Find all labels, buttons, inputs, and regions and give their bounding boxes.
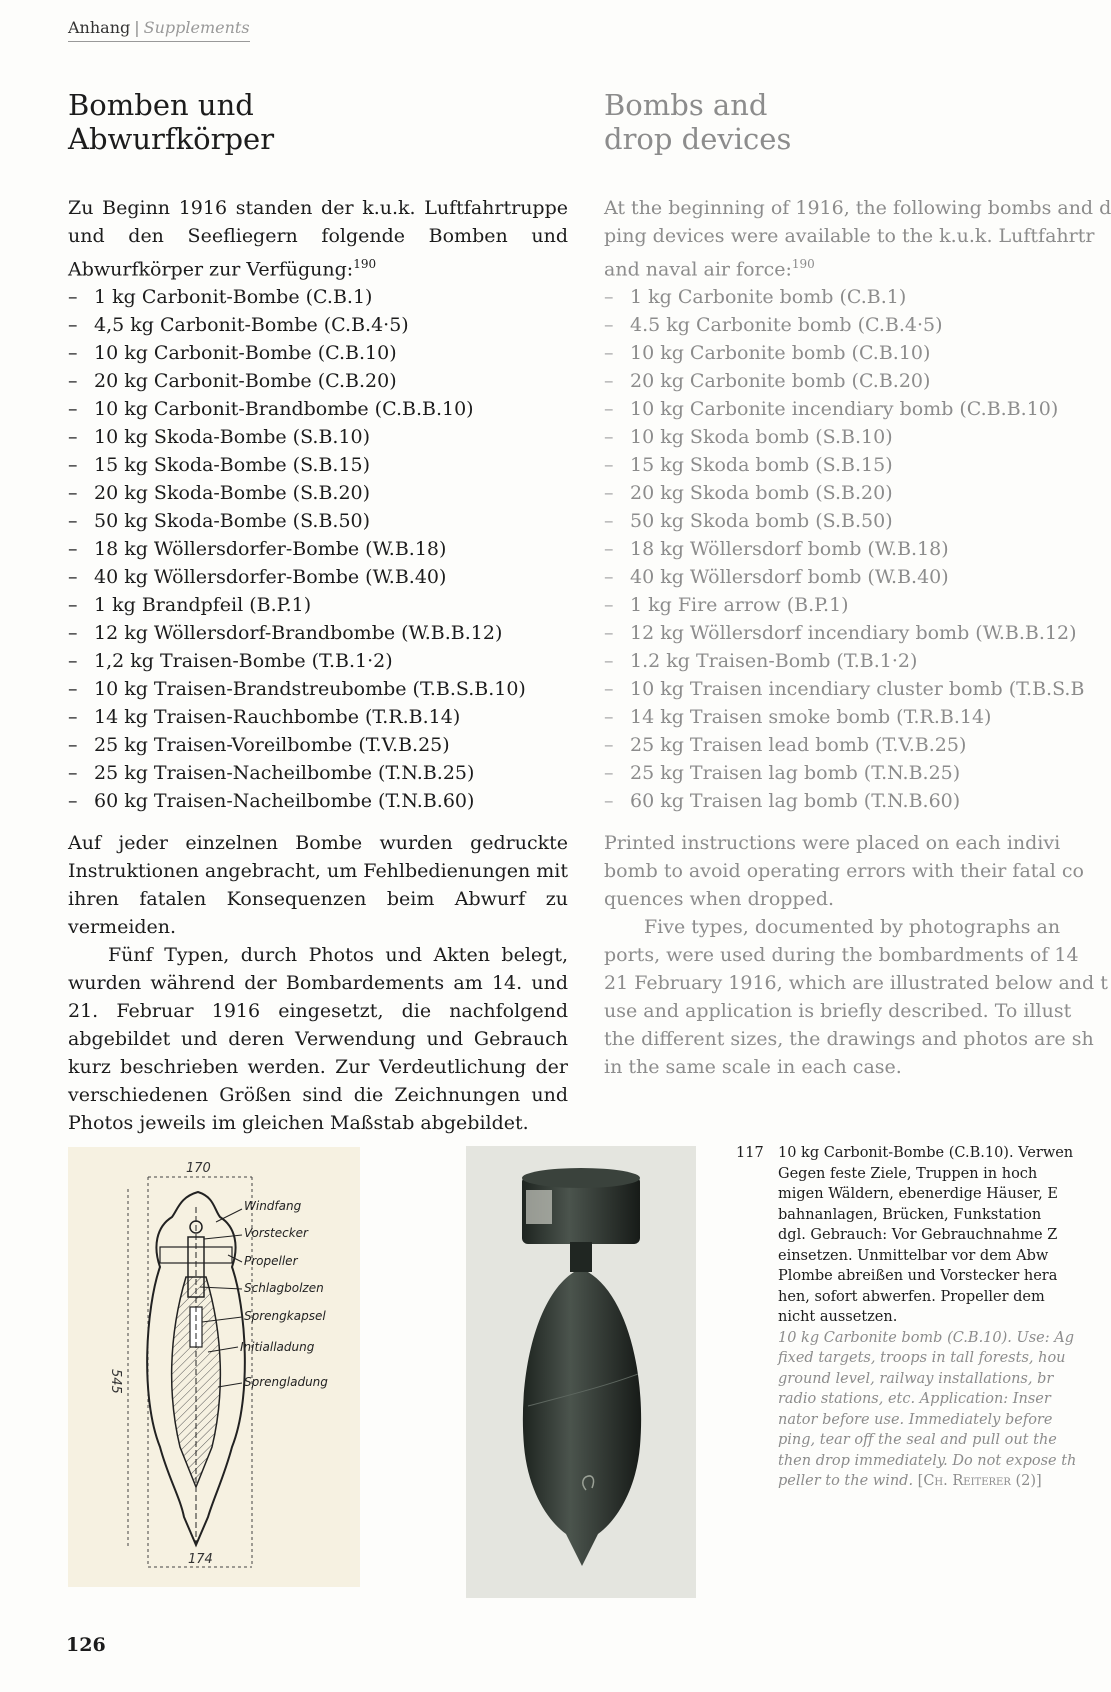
bomb-technical-drawing [68, 1147, 360, 1587]
bomb-list-item: – 25 kg Traisen lead bomb (T.V.B.25) [604, 731, 1064, 759]
text-line: Five types, documented by photographs an [644, 916, 1061, 939]
bomb-list-item: – 40 kg Wöllersdorfer-Bombe (W.B.40) [68, 563, 568, 591]
bomb-list-item: – 1 kg Fire arrow (B.P.1) [604, 591, 1064, 619]
german-column [68, 88, 568, 1137]
dim-height: 545 [108, 1369, 123, 1394]
text-line: Printed instructions were placed on each indivi [604, 832, 1061, 855]
bomb-list-item: – 15 kg Skoda-Bombe (S.B.15) [68, 451, 568, 479]
bomb-list-item: – 20 kg Carbonit-Bombe (C.B.20) [68, 367, 568, 395]
bomb-list-item: – 40 kg Wöllersdorf bomb (W.B.40) [604, 563, 1064, 591]
bomb-list-item: – 25 kg Traisen-Nacheilbombe (T.N.B.25) [68, 759, 568, 787]
text-line: and naval air force:$^{190}$ [604, 257, 815, 281]
label-sprengladung: Sprengladung [244, 1375, 328, 1389]
header-separator: | [134, 18, 140, 37]
bomb-list-item: – 20 kg Skoda bomb (S.B.20) [604, 479, 1064, 507]
caption-german [778, 1143, 1074, 1328]
caption-line: then drop immediately. Do not expose th [778, 1452, 1077, 1469]
bomb-list-item: – 1 kg Brandpfeil (B.P.1) [68, 591, 568, 619]
caption-line: 10 kg Carbonite bomb (C.B.10). Use: Ag [778, 1329, 1074, 1346]
caption-line: hen, sofort abwerfen. Propeller dem [778, 1288, 1045, 1305]
section-de: Anhang [68, 18, 131, 37]
bomb-list-item: – 14 kg Traisen-Rauchbombe (T.R.B.14) [68, 703, 568, 731]
text-line: ports, were used during the bombardments of 14 [604, 944, 1079, 967]
bomb-list-item: – 50 kg Skoda bomb (S.B.50) [604, 507, 1064, 535]
caption-line: radio stations, etc. Application: Inser [778, 1391, 1051, 1407]
footnote-ref: 190 [353, 257, 377, 271]
bomb-list-item: – 20 kg Skoda-Bombe (S.B.20) [68, 479, 568, 507]
english-intro [604, 194, 1111, 283]
dim-top: 170 [186, 1161, 211, 1176]
page-number: 126 [66, 1634, 106, 1656]
english-title: Bombs and drop devices [604, 88, 792, 156]
bomb-list-item: – 1 kg Carbonit-Bombe (C.B.1) [68, 283, 568, 311]
photo-credit: [Ch. Reiterer (2)] [913, 1473, 1042, 1489]
caption-line: ping, tear off the seal and pull out the [778, 1432, 1057, 1448]
label-schlagbolzen: Schlagbolzen [244, 1281, 324, 1295]
label-sprengkapsel: Sprengkapsel [244, 1309, 326, 1323]
bomb-list-item: – 18 kg Wöllersdorf bomb (W.B.18) [604, 535, 1064, 563]
bomb-list-item: – 10 kg Carbonit-Brandbombe (C.B.B.10) [68, 395, 568, 423]
bomb-list-item: – 25 kg Traisen lag bomb (T.N.B.25) [604, 759, 1064, 787]
bomb-list-item: – 20 kg Carbonite bomb (C.B.20) [604, 367, 1064, 395]
bomb-list-item: – 1.2 kg Traisen-Bomb (T.B.1·2) [604, 647, 1064, 675]
bomb-photograph [466, 1146, 696, 1598]
bomb-list-item: – 12 kg Wöllersdorf-Brandbombe (W.B.B.12) [68, 619, 568, 647]
bomb-list-item: – 10 kg Carbonit-Bombe (C.B.10) [68, 339, 568, 367]
caption-english [778, 1328, 1077, 1492]
caption-line: ground level, railway installations, br [778, 1370, 1054, 1387]
caption-line: fixed targets, troops in tall forests, hou [778, 1350, 1066, 1366]
label-initialladung: Initialladung [240, 1340, 315, 1354]
caption-line: peller to the wind. [Ch. Reiterer (2)] [778, 1473, 1042, 1489]
bomb-list-item: – 10 kg Skoda-Bombe (S.B.10) [68, 423, 568, 451]
german-bomb-list [68, 283, 568, 815]
german-paragraph-1: Auf jeder einzelnen Bombe wurden gedruckte Instruktionen angebracht, um Fehlbedienungen mit ihren fatalen Konsequenzen beim Abwurf zu vermeiden. [68, 832, 569, 939]
bomb-list-item: – 15 kg Skoda bomb (S.B.15) [604, 451, 1064, 479]
bomb-list-item: – 1,2 kg Traisen-Bombe (T.B.1·2) [68, 647, 568, 675]
bomb-list-item: – 14 kg Traisen smoke bomb (T.R.B.14) [604, 703, 1064, 731]
bomb-list-item: – 50 kg Skoda-Bombe (S.B.50) [68, 507, 568, 535]
caption-line: 10 kg Carbonit-Bombe (C.B.10). Verwen [778, 1145, 1074, 1161]
footnote-ref: 190 [791, 257, 815, 271]
bomb-list-item: – 10 kg Carbonite bomb (C.B.10) [604, 339, 1064, 367]
english-bomb-list [604, 283, 1085, 815]
label-propeller: Propeller [244, 1254, 298, 1268]
bomb-list-item: – 25 kg Traisen-Voreilbombe (T.V.B.25) [68, 731, 568, 759]
bomb-list-item: – 1 kg Carbonite bomb (C.B.1) [604, 283, 1064, 311]
caption-line: nator before use. Immediately before [778, 1411, 1053, 1428]
text-line: quences when dropped. [604, 888, 835, 911]
caption-line: Plombe abreißen und Vorstecker hera [778, 1268, 1058, 1284]
text-line: ping devices were available to the k.u.k. Luftfahrtr [604, 225, 1095, 247]
caption-line: dgl. Gebrauch: Vor Gebrauchnahme Z [778, 1227, 1058, 1243]
label-windfang: Windfang [244, 1199, 302, 1213]
english-paragraph-2 [604, 913, 1108, 1081]
english-column [604, 88, 1111, 1081]
caption-line: nicht aussetzen. [778, 1309, 898, 1325]
label-vorstecker: Vorstecker [244, 1226, 308, 1240]
bomb-list-item: – 60 kg Traisen lag bomb (T.N.B.60) [604, 787, 1064, 815]
text-line: 21 February 1916, which are illustrated below and t [604, 972, 1108, 995]
bomb-list-item: – 4.5 kg Carbonite bomb (C.B.4·5) [604, 311, 1064, 339]
text-line: in the same scale in each case. [604, 1056, 902, 1079]
english-paragraph-1 [604, 829, 1084, 913]
figure-number: 117 [736, 1145, 764, 1161]
caption-line: migen Wäldern, ebenerdige Häuser, E [778, 1186, 1058, 1202]
german-intro: Zu Beginn 1916 standen der k.u.k. Luftfahrtruppe und den Seefliegern folgende Bomben und Abwurfkörper zur Verfügung:$^{190}$ [68, 197, 568, 281]
bomb-list-item: – 10 kg Traisen incendiary cluster bomb (T.B.S.B [604, 675, 1064, 703]
text-line: the different sizes, the drawings and photos are sh [604, 1028, 1094, 1051]
text-line: use and application is briefly described. To illust [604, 1000, 1072, 1023]
text-line: At the beginning of 1916, the following bombs and d [604, 197, 1111, 219]
german-paragraph-2: Fünf Typen, durch Photos und Akten belegt, wurden während der Bombardements am 14. und 21. Februar 1916 eingesetzt, die nachfolgend abgebildet und deren Verwendung und Gebrauch kurz beschrieben werden. Zur Verdeutlichung der verschiedenen Größen sind die Zeichnungen und Photos jeweils im gleichen Maßstab abgebildet. [68, 944, 568, 1135]
bomb-list-item: – 60 kg Traisen-Nacheilbombe (T.N.B.60) [68, 787, 568, 815]
text-line: bomb to avoid operating errors with their fatal co [604, 860, 1084, 883]
dim-bottom: 174 [188, 1552, 213, 1567]
caption-line: einsetzen. Unmittelbar vor dem Abw [778, 1247, 1049, 1264]
figure-caption [736, 1143, 1077, 1492]
running-header [68, 18, 250, 42]
caption-line: Gegen feste Ziele, Truppen in hoch [778, 1165, 1038, 1182]
bomb-list-item: – 10 kg Traisen-Brandstreubombe (T.B.S.B.10) [68, 675, 568, 703]
bomb-list-item: – 12 kg Wöllersdorf incendiary bomb (W.B.B.12) [604, 619, 1064, 647]
bomb-list-item: – 10 kg Carbonite incendiary bomb (C.B.B.10) [604, 395, 1064, 423]
section-en: Supplements [143, 18, 250, 37]
caption-line: bahnanlagen, Brücken, Funkstation [778, 1206, 1042, 1223]
german-title: Bomben und Abwurfkörper [68, 88, 275, 156]
bomb-list-item: – 10 kg Skoda bomb (S.B.10) [604, 423, 1064, 451]
bomb-list-item: – 4,5 kg Carbonit-Bombe (C.B.4·5) [68, 311, 568, 339]
bomb-list-item: – 18 kg Wöllersdorfer-Bombe (W.B.18) [68, 535, 568, 563]
